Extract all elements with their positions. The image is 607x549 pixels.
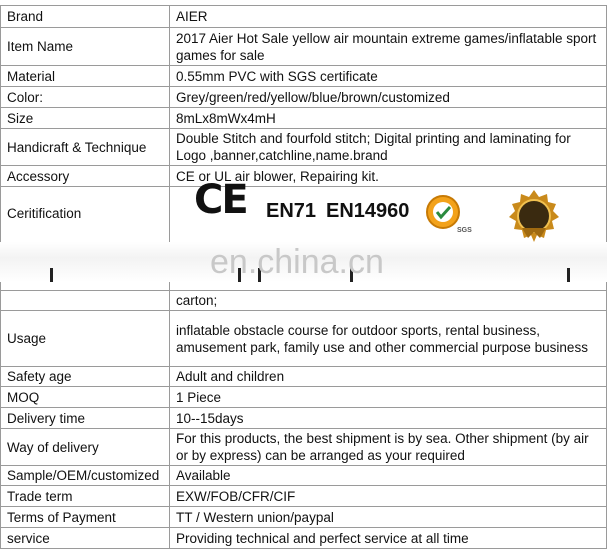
table-row bbox=[1, 486, 607, 507]
row-label-delivery-time: Delivery time bbox=[1, 408, 170, 429]
table-row bbox=[1, 6, 607, 28]
row-label-sample-oem: Sample/OEM/customized bbox=[1, 466, 170, 486]
row-label-way-of-delivery: Way of delivery bbox=[1, 429, 170, 466]
ce-mark: CE bbox=[194, 177, 247, 223]
table-row bbox=[1, 429, 607, 466]
watermark-text: en.china.cn bbox=[210, 243, 384, 281]
row-value-size: 8mLx8mWx4mH bbox=[170, 108, 607, 129]
row-value-delivery-time: 10--15days bbox=[170, 408, 607, 429]
table-row bbox=[1, 166, 607, 187]
row-value-sample-oem: Available bbox=[170, 466, 607, 486]
table-row bbox=[1, 28, 607, 66]
row-value-packing: carton; bbox=[170, 291, 607, 311]
table-row bbox=[1, 311, 607, 367]
row-label-terms-of-payment: Terms of Payment bbox=[1, 507, 170, 528]
table-row bbox=[1, 507, 607, 528]
table-row bbox=[1, 528, 607, 549]
row-value-way-of-delivery: For this products, the best shipment is by sea. Other shipment (by air or by express) can be arranged as your required bbox=[170, 429, 607, 466]
en71-mark: EN71 bbox=[266, 200, 317, 222]
row-label-accessory: Accessory bbox=[1, 166, 170, 187]
table-row bbox=[1, 291, 607, 311]
row-value-accessory: CE or UL air blower, Repairing kit. bbox=[170, 166, 607, 187]
row-label-moq: MOQ bbox=[1, 387, 170, 408]
table-row bbox=[1, 387, 607, 408]
row-label-brand: Brand bbox=[1, 6, 170, 28]
row-label-item-name: Item Name bbox=[1, 28, 170, 66]
table-row bbox=[1, 129, 607, 166]
table-row bbox=[1, 466, 607, 486]
row-value-handicraft: Double Stitch and fourfold stitch; Digital printing and laminating for Logo ,banner,catchline,name.brand bbox=[170, 129, 607, 166]
row-label-trade-term: Trade term bbox=[1, 486, 170, 507]
row-value-material: 0.55mm PVC with SGS certificate bbox=[170, 66, 607, 87]
dot-mark bbox=[50, 268, 53, 282]
table-row bbox=[1, 87, 607, 108]
row-value-item-name: 2017 Aier Hot Sale yellow air mountain extreme games/inflatable sport games for sale bbox=[170, 28, 607, 66]
row-value-color: Grey/green/red/yellow/blue/brown/customized bbox=[170, 87, 607, 108]
warranty-seal-icon bbox=[506, 188, 562, 244]
row-label-packing bbox=[1, 291, 170, 311]
row-value-trade-term: EXW/FOB/CFR/CIF bbox=[170, 486, 607, 507]
table-row bbox=[1, 66, 607, 87]
row-value-usage: inflatable obstacle course for outdoor sports, rental business, amusement park, family use and other commercial purpose business bbox=[170, 311, 607, 367]
row-label-handicraft: Handicraft & Technique bbox=[1, 129, 170, 166]
table-row bbox=[1, 108, 607, 129]
table-row bbox=[1, 367, 607, 387]
row-value-moq: 1 Piece bbox=[170, 387, 607, 408]
row-value-terms-of-payment: TT / Western union/paypal bbox=[170, 507, 607, 528]
row-label-color: Color: bbox=[1, 87, 170, 108]
table-row bbox=[1, 408, 607, 429]
row-value-service: Providing technical and perfect service at all time bbox=[170, 528, 607, 549]
dot-mark bbox=[567, 268, 570, 282]
row-label-usage: Usage bbox=[1, 311, 170, 367]
row-label-safety-age: Safety age bbox=[1, 367, 170, 387]
row-label-size: Size bbox=[1, 108, 170, 129]
row-value-safety-age: Adult and children bbox=[170, 367, 607, 387]
sgs-badge-icon bbox=[421, 192, 472, 236]
row-label-material: Material bbox=[1, 66, 170, 87]
sgs-badge-label: SGS bbox=[457, 227, 472, 234]
row-label-certification: Ceritification bbox=[1, 187, 170, 291]
row-value-brand: AIER bbox=[170, 6, 607, 28]
row-label-service: service bbox=[1, 528, 170, 549]
en14960-mark: EN14960 bbox=[326, 200, 410, 222]
